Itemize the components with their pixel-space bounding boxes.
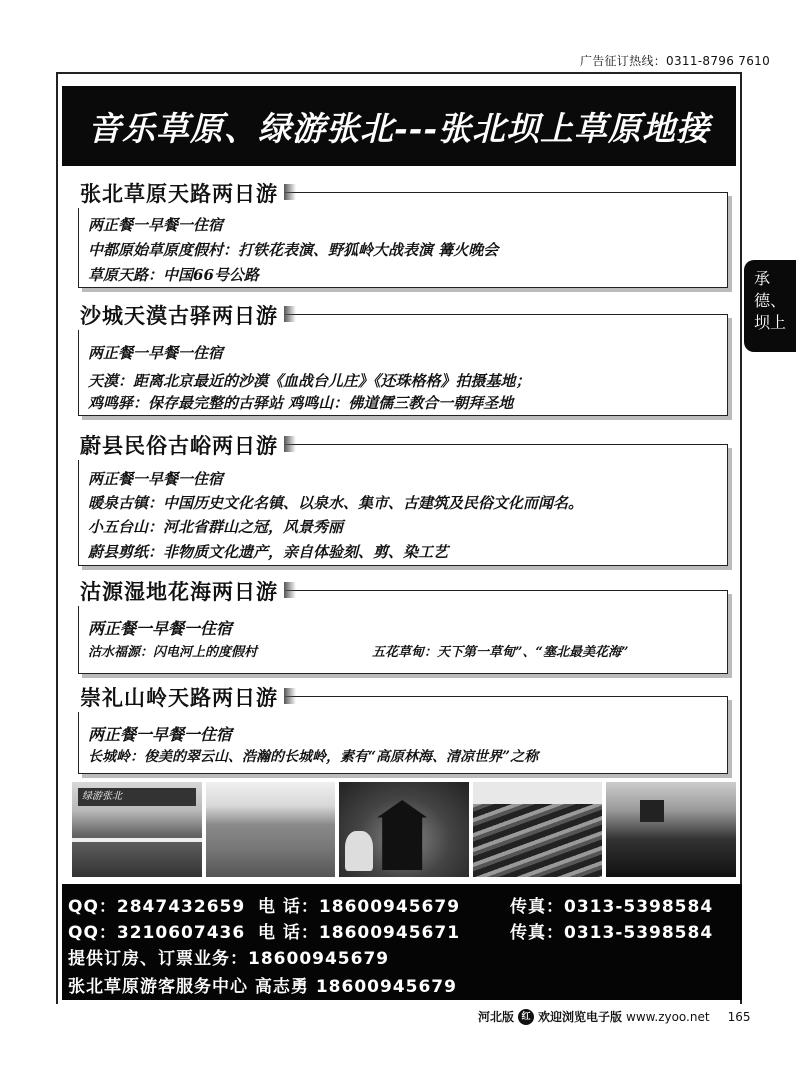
page-number: 165: [727, 1009, 751, 1024]
tour-title: 沽源湿地花海两日游: [72, 576, 284, 606]
side-tab-line1: 承: [754, 269, 771, 288]
tower-shape: [640, 800, 664, 822]
tour-line: 暖泉古镇：中国历史文化名镇、以泉水、集市、古建筑及民俗文化而闻名。: [88, 494, 584, 512]
tour-line: 沽水福源：闪电河上的度假村: [88, 645, 258, 660]
gate-shape: [377, 800, 427, 870]
tour-line: 两正餐一早餐一住宿: [88, 344, 224, 362]
photo-terraced-fields: [473, 782, 603, 877]
tour-section-zhangbei: [72, 178, 728, 290]
tour-line: 蔚县剪纸：非物质文化遗产，亲自体验刻、剪、染工艺: [88, 543, 449, 561]
tour-line: 两正餐一早餐一住宿: [88, 725, 233, 744]
edition-label: 河北版: [478, 1010, 515, 1024]
tour-title: 蔚县民俗古峪两日游: [72, 430, 284, 460]
tour-line: 小五台山：河北省群山之冠，风景秀丽: [88, 518, 344, 536]
website-link[interactable]: www.zyoo.net: [626, 1009, 710, 1024]
stone-lion-shape: [345, 831, 373, 871]
tour-title: 崇礼山岭天路两日游: [72, 682, 284, 712]
service-center: 张北草原游客服务中心 高志勇 18600945679: [68, 977, 457, 997]
side-tab-line3: 坝上: [754, 313, 787, 332]
ad-hotline: 广告征订热线：0311-8796 7610: [579, 54, 770, 68]
photo-fence: [72, 838, 202, 842]
tour-section-chongli: [72, 682, 728, 776]
tour-line: 草原天路：中国66号公路: [88, 266, 259, 284]
footer: [478, 1008, 750, 1025]
qq-number: QQ：3210607436: [68, 923, 246, 943]
contact-block: [62, 884, 742, 1000]
tour-line: 长城岭：俊美的翠云山、浩瀚的长城岭，素有“高原林海、清凉世界”之称: [88, 749, 539, 765]
photo-hills: [206, 782, 336, 877]
photo-logo: 绿游张北: [78, 788, 196, 806]
side-tab-line2: 德、: [754, 291, 787, 310]
photo-grassland-road: [72, 782, 202, 877]
tour-section-yuxian: [72, 430, 728, 570]
tour-line: 天漠：距离北京最近的沙漠《血战台儿庄》《还珠格格》拍摄基地；: [88, 372, 531, 390]
photo-ancient-town: [606, 782, 736, 877]
tour-line: 两正餐一早餐一住宿: [88, 470, 224, 488]
tour-section-shacheng: [72, 300, 728, 420]
fax-number: 传真：0313-5398584: [510, 923, 714, 943]
qq-number: QQ：2847432659: [68, 897, 246, 917]
tour-title: 沙城天漠古驿两日游: [72, 300, 284, 330]
phone-number: 电 话：18600945671: [258, 923, 461, 943]
side-tab: [744, 260, 796, 352]
photo-temple-gate: [339, 782, 469, 877]
tour-line: 鸡鸣驿：保存最完整的古驿站 鸡鸣山：佛道儒三教合一朝拜圣地: [88, 394, 514, 412]
tour-line: 五花草甸：天下第一草甸”、“塞北最美花海”: [372, 645, 629, 660]
tour-title: 张北草原天路两日游: [72, 178, 284, 208]
banner: [62, 86, 736, 166]
banner-title: 音乐草原、绿游张北---张北坝上草原地接: [87, 108, 711, 148]
slogan: 欢迎浏览电子版: [538, 1010, 623, 1024]
photo-strip: [72, 782, 736, 877]
fax-number: 传真：0313-5398584: [510, 897, 714, 917]
tour-line: 两正餐一早餐一住宿: [88, 216, 224, 234]
booking-service: 提供订房、订票业务：18600945679: [68, 949, 390, 969]
tour-line: 两正餐一早餐一住宿: [88, 619, 233, 638]
phone-number: 电 话：18600945679: [258, 897, 461, 917]
red-badge-icon: 红: [518, 1009, 534, 1025]
tour-section-guyuan: [72, 576, 728, 676]
tour-line: 中都原始草原度假村：打铁花表演、野狐岭大战表演 篝火晚会: [88, 241, 499, 259]
